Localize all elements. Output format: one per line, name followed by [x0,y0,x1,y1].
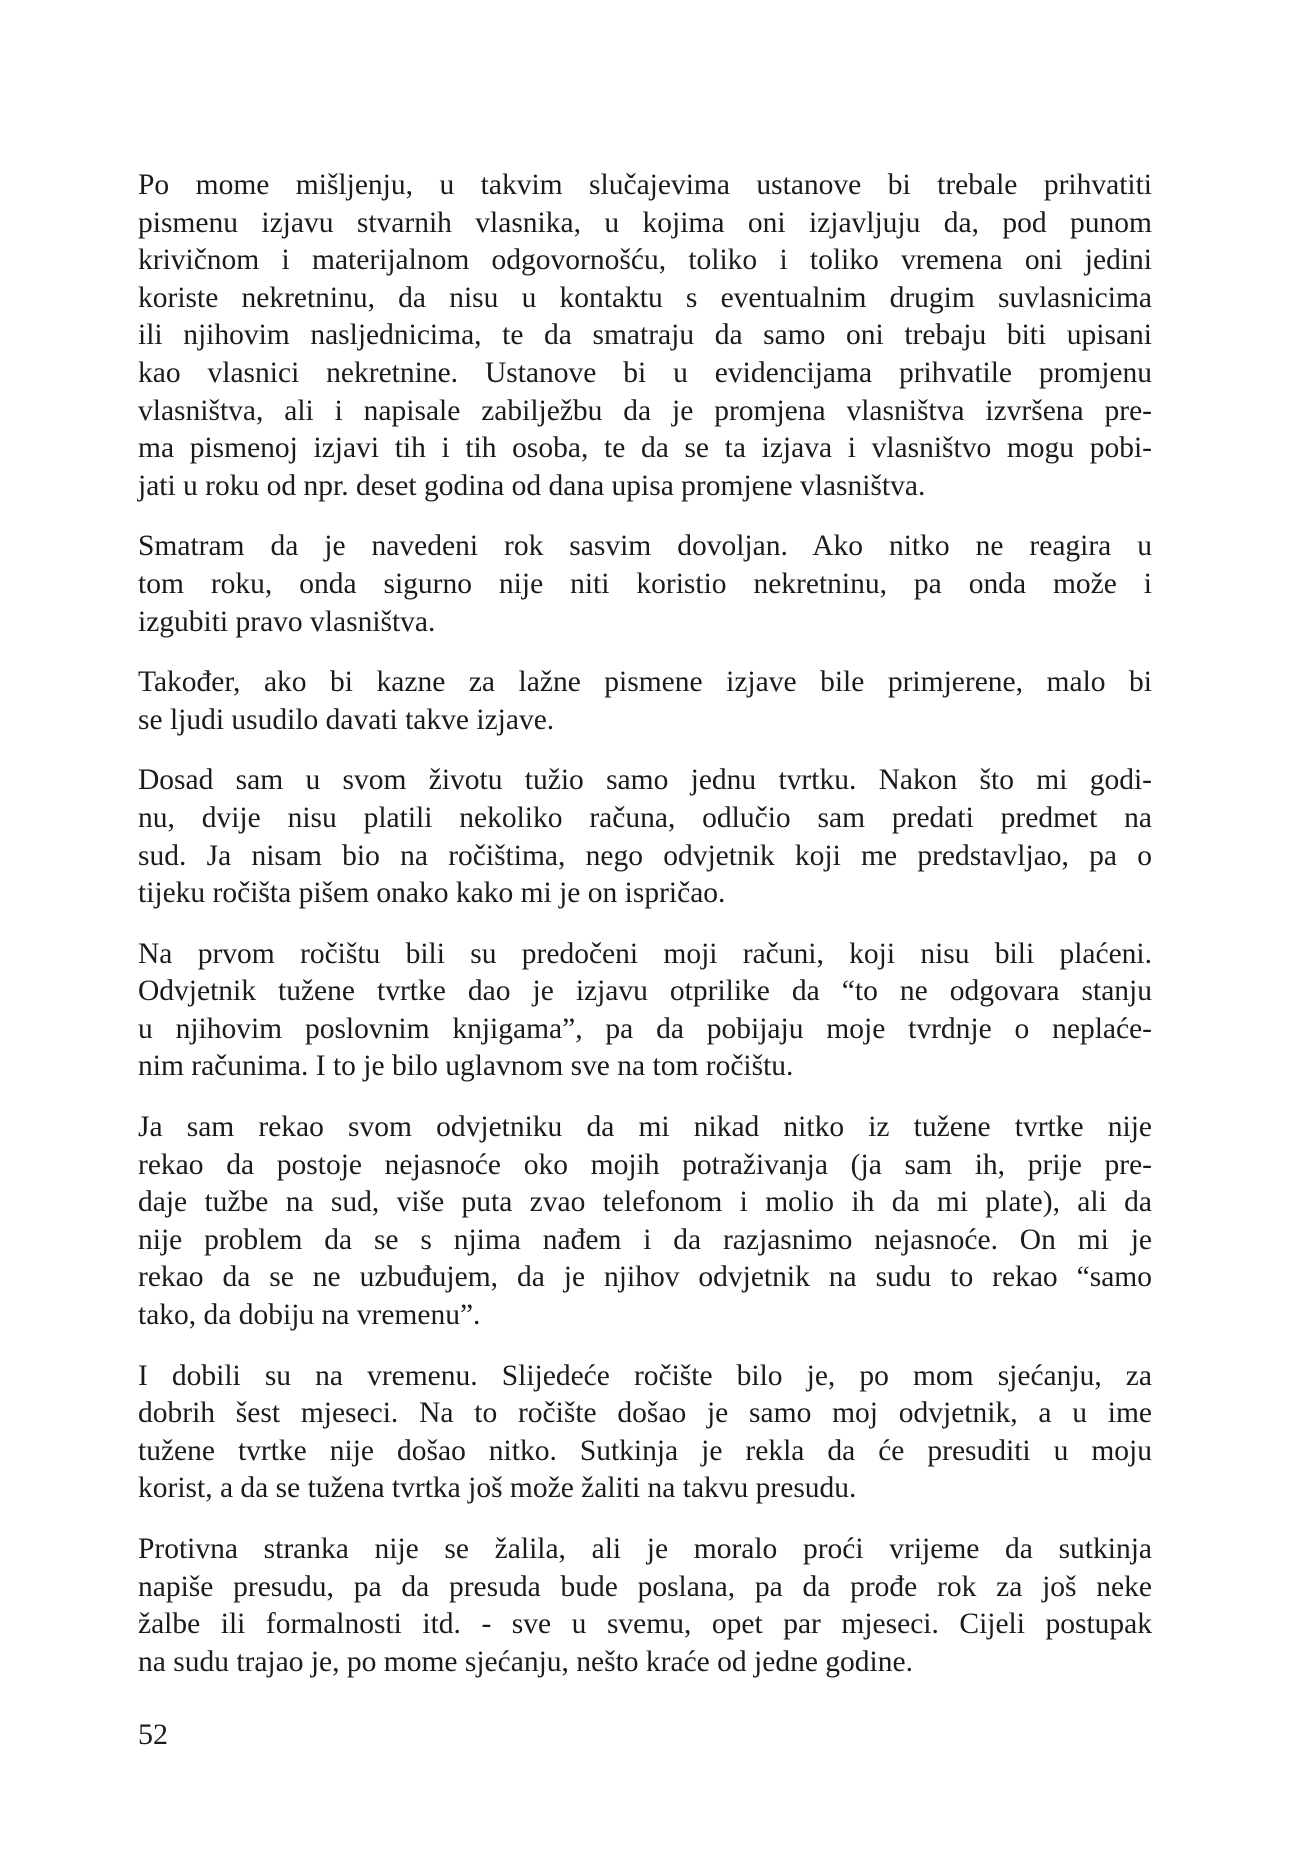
text-line: jati u roku od npr. deset godina od dana upisa promjene vlasništva. [138,469,926,502]
text-line: dobrih šest mjeseci. Na to ročište došao je samo moj odvjetnik, a u ime [138,1397,1152,1430]
text-line: na sudu trajao je, po mome sjećanju, nešto kraće od jedne godine. [138,1645,913,1678]
text-line: se ljudi usudilo davati takve izjave. [138,703,555,736]
paragraph [138,762,1152,912]
text-line: žalbe ili formalnosti itd. - sve u svemu, opet par mjeseci. Cijeli postupak [138,1608,1152,1641]
text-line: ma pismenoj izjavi tih i tih osoba, te da se ta izjava i vlasništvo mogu pobi- [138,432,1152,465]
text-line: izgubiti pravo vlasništva. [138,605,436,638]
text-line: vlasništva, ali i napisale zabilježbu da je promjena vlasništva izvršena pre- [138,394,1152,427]
text-line: u njihovim poslovnim knjigama”, pa da pobijaju moje tvrdnje o neplaće- [138,1012,1152,1045]
text-line: Također, ako bi kazne za lažne pismene izjave bile primjerene, malo bi [138,666,1152,699]
paragraph [138,528,1152,641]
text-line: pismenu izjavu stvarnih vlasnika, u kojima oni izjavljuju da, pod punom [138,206,1152,239]
text-line: Dosad sam u svom životu tužio samo jednu tvrtku. Nakon što mi godi- [138,764,1152,797]
paragraph [138,936,1152,1086]
text-line: korist, a da se tužena tvrtka još može žaliti na takvu presudu. [138,1472,857,1505]
text-line: nim računima. I to je bilo uglavnom sve na tom ročištu. [138,1050,794,1083]
paragraph [138,167,1152,505]
text-line: Odvjetnik tužene tvrtke dao je izjavu otprilike da “to ne odgovara stanju [138,975,1152,1008]
paragraph [138,1531,1152,1681]
text-line: daje tužbe na sud, više puta zvao telefonom i molio ih da mi plate), ali da [138,1186,1152,1219]
text-line: Na prvom ročištu bili su predočeni moji računi, koji nisu bili plaćeni. [138,937,1152,970]
text-line: tom roku, onda sigurno nije niti koristio nekretninu, pa onda može i [138,567,1152,600]
body-text [138,167,1152,1704]
text-line: ili njihovim nasljednicima, te da smatraju da samo oni trebaju biti upisani [138,319,1152,352]
text-line: nu, dvije nisu platili nekoliko računa, odlučio sam predati predmet na [138,801,1152,834]
text-line: tijeku ročišta pišem onako kako mi je on ispričao. [138,877,726,910]
text-line: sud. Ja nisam bio na ročištima, nego odvjetnik koji me predstavljao, pa o [138,839,1152,872]
text-line: Po mome mišljenju, u takvim slučajevima ustanove bi trebale prihvatiti [138,169,1152,201]
paragraph [138,1109,1152,1335]
text-line: napiše presudu, pa da presuda bude poslana, pa da prođe rok za još neke [138,1570,1152,1603]
text-line: tako, da dobiju na vremenu”. [138,1299,481,1332]
text-line: rekao da se ne uzbuđujem, da je njihov odvjetnik na sudu to rekao “samo [138,1261,1152,1294]
text-line: Ja sam rekao svom odvjetniku da mi nikad nitko iz tužene tvrtke nije [138,1111,1152,1144]
text-line: Smatram da je navedeni rok sasvim dovoljan. Ako nitko ne reagira u [138,530,1152,563]
text-line: tužene tvrtke nije došao nitko. Sutkinja je rekla da će presuditi u moju [138,1434,1152,1467]
paragraph [138,664,1152,739]
page-number: 52 [138,1718,168,1751]
text-line: koriste nekretninu, da nisu u kontaktu s eventualnim drugim suvlasnicima [138,281,1152,314]
text-line: rekao da postoje nejasnoće oko mojih potraživanja (ja sam ih, prije pre- [138,1148,1152,1181]
text-line: I dobili su na vremenu. Slijedeće ročište bilo je, po mom sjećanju, za [138,1359,1152,1392]
text-line: kao vlasnici nekretnine. Ustanove bi u evidencijama prihvatile promjenu [138,356,1152,389]
text-line: Protivna stranka nije se žalila, ali je moralo proći vrijeme da sutkinja [138,1533,1152,1565]
text-line: nije problem da se s njima nađem i da razjasnimo nejasnoće. On mi je [138,1223,1152,1256]
paragraph [138,1358,1152,1508]
text-line: krivičnom i materijalnom odgovornošću, toliko i toliko vremena oni jedini [138,244,1152,277]
